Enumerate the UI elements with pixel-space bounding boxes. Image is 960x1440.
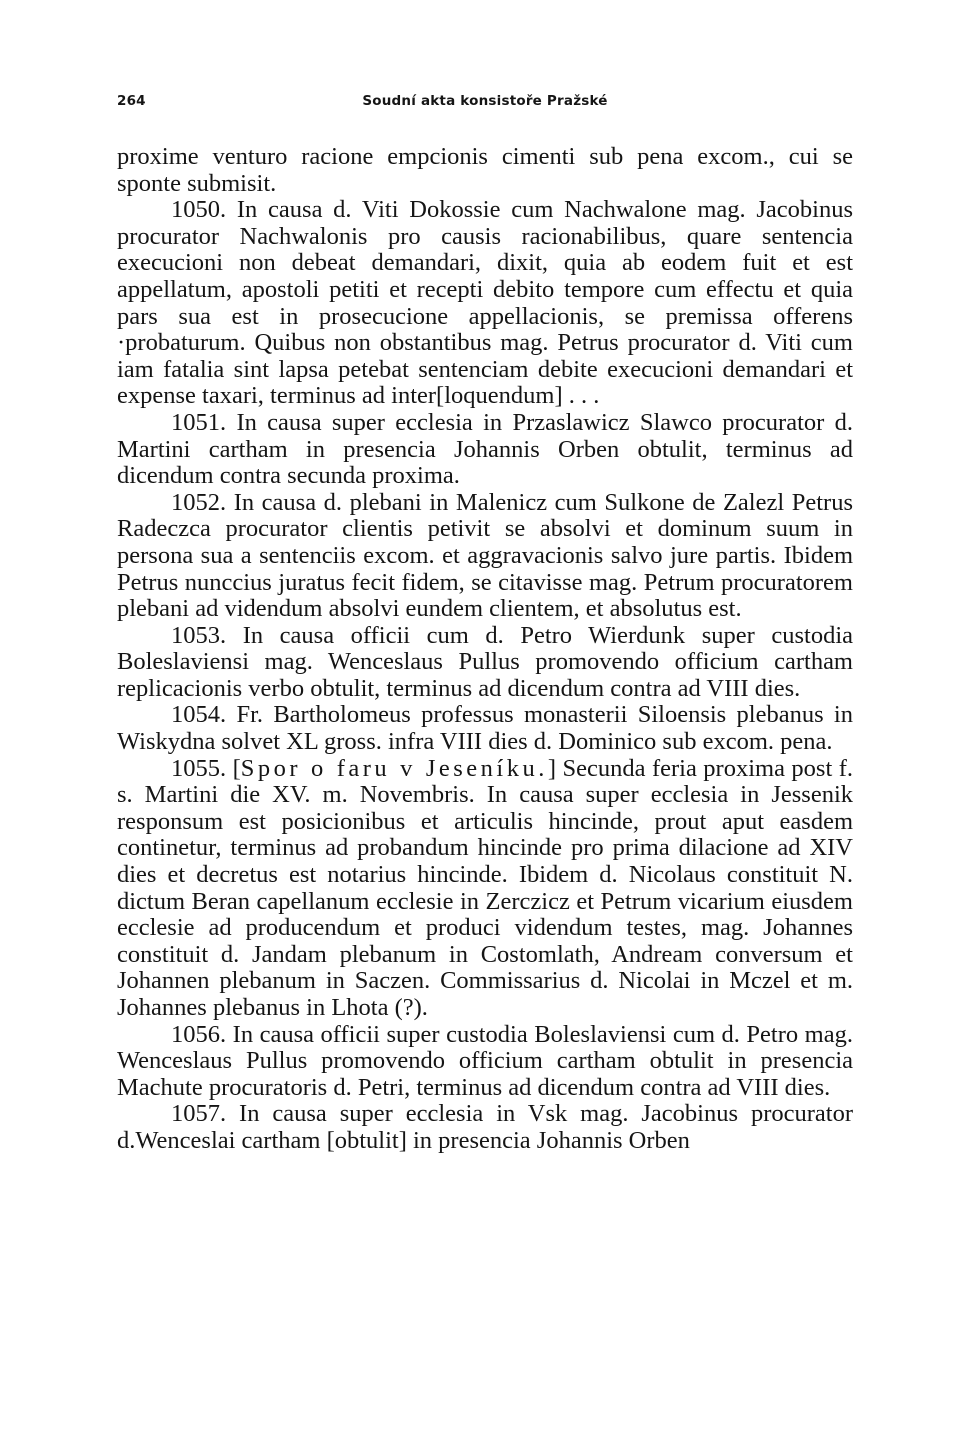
close-bracket: ] <box>547 754 557 782</box>
entry-1051: 1051. In causa super ecclesia in Przaslawicz Slawco procurator d. Martini cartham in presencia Johannis Orben obtulit, terminus ad dicendum contra secunda proxima. <box>117 408 853 490</box>
entry-number: 1055. <box>171 754 227 782</box>
entry-1053: 1053. In causa officii cum d. Petro Wierdunk super custodia Boleslaviensi mag. Wenceslaus Pullus promovendo officium cartham replicacionis verbo obtulit, terminus ad dicendum contra ad VIII dies. <box>117 621 853 702</box>
entry-1050: 1050. In causa d. Viti Dokossie cum Nachwalone mag. Jacobinus procurator Nachwalonis pro causis racionabilibus, quare sentencia execucioni non debeat demandari, dixit, quia ab eodem fuit et est appellatum, apostoli petiti et recepti debito tempore cum effectu et quia pars sua est in prosecucione appellacionis, se premissa offerens ·probaturum. Quibus non obstantibus mag. Petrus procurator d. Viti cum iam fatalia sint lapsa petebat sentenciam debite execucioni demandari et expense taxari, terminus ad inter[loquendum] . . . <box>117 196 853 410</box>
entry-text: Secunda feria proxima post f. s. Martini die XV. m. Novembris. In causa super ecclesia in Jessenik responsum est posicionibus et articulis hincinde, prout aput easdem continetur, terminus ad probandum hincinde pro prima dilacione ad XIV dies et decretus est notarius hincinde. Ibidem d. Nicolaus constituit N. dictum Beran capellanum ecclesie in Zerczicz et Petrum vicarium eiusdem ecclesie ad producendum et produci videndum testes, mag. Johannes constituit d. Jandam plebanum in Costomlath, Andream conversum et Johannen plebanum in Saczen. Commissarius d. Nicolai in Mczel et m. Johannes plebanus in Lhota (?). <box>117 754 853 1021</box>
entry-1055 <box>117 756 853 1022</box>
page-number: 264 <box>117 93 146 109</box>
entry-1054: 1054. Fr. Bartholomeus professus monasterii Siloensis plebanus in Wiskydna solvet XL gross. infra VIII dies d. Dominico sub excom. pena. <box>117 701 853 756</box>
entry-1052: 1052. In causa d. plebani in Malenicz cum Sulkone de Zalezl Petrus Radeczca procurator clientis petivit se absolvi et dominum suum in persona sua a sentenciis excom. et aggravacionis salvo jure partis. Ibidem Petrus nunccius juratus fecit fidem, se citavisse mag. Petrum procuratorem plebani ad videndum absolvi eundem clientem, et absolutus est. <box>117 488 853 623</box>
paragraph-continuation: proxime venturo racione empcionis cimenti sub pena excom., cui se sponte submisit. <box>117 143 853 197</box>
document-page <box>117 0 853 1440</box>
body-text <box>117 144 853 1155</box>
spaced-heading: Spor o faru v Jeseníku. <box>240 754 548 782</box>
page-header <box>117 93 853 113</box>
open-bracket: [ <box>232 754 241 782</box>
entry-1057: 1057. In causa super ecclesia in Vsk mag. Jacobinus procurator d.Wenceslai cartham [obtulit] in presencia Johannis Orben <box>117 1100 853 1154</box>
running-title: Soudní akta konsistoře Pražské <box>362 93 608 109</box>
entry-1056: 1056. In causa officii super custodia Boleslaviensi cum d. Petro mag. Wenceslaus Pullus promovendo officium cartham obtulit in presencia Machute procuratoris d. Petri, terminus ad dicendum contra ad VIII dies. <box>117 1020 853 1101</box>
